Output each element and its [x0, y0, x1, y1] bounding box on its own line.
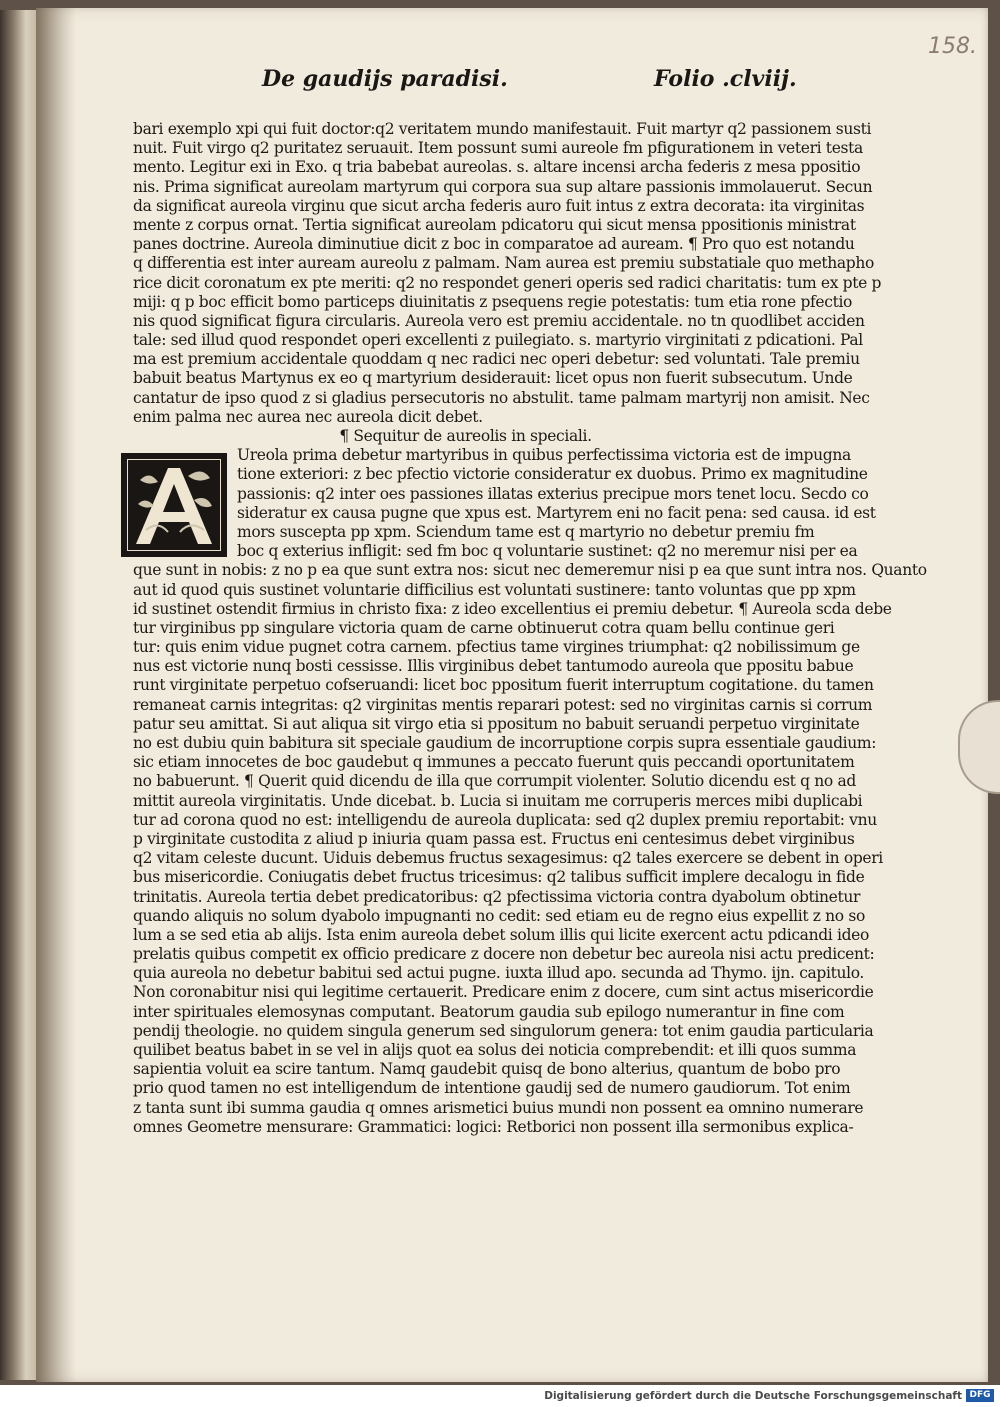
text-line: quando aliquis no solum dyabolo impugnanti no cedit: sed etiam eu de regno eius expellit z no so [133, 906, 865, 925]
initial-letter-a-icon [128, 460, 220, 550]
text-line: nis quod significat figura circularis. Aureola vero est premiu accidentale. no tn quodlibet acciden [133, 311, 865, 330]
text-line: remaneat carnis integritas: q2 virginitas mentis reparari potest: sed no virginitas carnis si corrum [133, 695, 873, 714]
text-line: ma est premium accidentale quoddam q nec radici nec operi debetur: sed voluntati. Tale premiu [133, 350, 860, 369]
text-line: boc q exterius infligit: sed fm boc q voluntarie sustinet: q2 no meremur nisi per ea [237, 542, 858, 561]
text-line: z tanta sunt ibi summa gaudia q omnes arismetici buius mundi non possent ea omnino numerare [133, 1098, 864, 1117]
main-text [133, 120, 927, 1137]
pencil-folio-number: 158. [928, 34, 977, 59]
text-line: sapientia voluit ea scire tantum. Namq gaudebit quisq de bono alterius, quantum de bobo pro [133, 1060, 841, 1079]
text-line: q differentia est inter auream aureolu z palmam. Nam aurea est premiu substatiale quo methapho [133, 254, 874, 273]
text-line: mors suscepta pp xpm. Sciendum tame est q martyrio no debetur premiu fm [237, 522, 815, 541]
text-line: prelatis quibus competit ex officio predicare z docere non debetur bec aureola nisi actu predicent: [133, 945, 875, 964]
text-line: patur seu amittat. Si aut aliqua sit virgo etia si ppositum no babuit seruandi perpetuo virginitate [133, 714, 860, 733]
text-line: aut id quod quis sustinet voluntarie difficilius est voluntati sustinere: tanto voluntas que pp xpm [133, 580, 856, 599]
text-line: babuit beatus Martynus ex eo q martyrium desiderauit: licet opus non fuerit subsecutum. Unde [133, 369, 853, 388]
text-line: omnes Geometre mensurare: Grammatici: logici: Retborici non possent illa sermonibus explica- [133, 1117, 854, 1136]
text-line: prio quod tamen no est intelligendum de intentione gaudij sed de numero gaudiorum. Tot enim [133, 1079, 851, 1098]
text-line: no babuerunt. ¶ Querit quid dicendu de illa que corrumpit violenter. Solutio dicendu est q no ad [133, 772, 856, 791]
text-line: sideratur ex causa pugne que xpus est. Martyrem eni no facit pena: sed causa. id est [237, 503, 876, 522]
text-section-top [133, 120, 882, 427]
text-line: quilibet beatus babet in se vel in alijs quot ea solus dei noticia comprebendit: et illi quos summa [133, 1041, 857, 1059]
text-line: que sunt in nobis: z no p ea que sunt extra nos: sicut nec demeremur nisi p ea que sunt intra nos. Quanto [133, 561, 927, 580]
text-section-bottom [133, 561, 927, 1137]
facing-page-edge [0, 10, 40, 1380]
footer-credit: Digitalisierung gefördert durch die Deutsche Forschungsgemeinschaft [544, 1390, 962, 1402]
text-line: pendij theologie. no quidem singula generum sed singulorum genera: tot enim gaudia particularia [133, 1021, 874, 1040]
text-line: no est dubiu quin babitura sit speciale gaudium de incorruptione corpis supra essentiale gaudium: [133, 734, 877, 752]
dfg-logo: DFG [966, 1389, 994, 1402]
text-line: tur ad corona quod no est: intelligendu de aureola duplicata: sed q2 duplex premiu reportabit: vnu [133, 810, 877, 829]
text-line: tale: sed illud quod respondet operi excellenti z puilegiato. s. martyrio virginitati z pdicationi. Pal [133, 331, 863, 350]
text-line: tur: quis enim vidue pugnet cotra carnem. pfectius tame virgines triumphat: q2 nobilissimum ge [133, 638, 860, 657]
text-line: quia aureola no debetur babitui sed actui pugne. iuxta illud apo. secunda ad Thymo. ijn. capitulo. [133, 964, 864, 983]
text-line: mente z corpus ornat. Tertia significat aureolam pdicatoru qui sicut mensa ppositionis ministrat [133, 215, 856, 234]
initial-frame [127, 459, 221, 551]
text-section-initial [133, 446, 876, 561]
text-line: sic etiam innocetes de boc gaudebut q immunes a peccato fuerunt quis peccandi oportunitatem [133, 753, 855, 772]
text-line: enim palma nec aurea nec aureola dicit debet. [133, 407, 483, 426]
text-line: Non coronabitur nisi qui legitime certauerit. Predicare enim z docere, cum sint actus misericordie [133, 983, 874, 1002]
text-line: tione exteriori: z bec pfectio victorie consideratur ex duobus. Primo ex magnitudine [237, 465, 868, 484]
decorated-initial-a [121, 453, 227, 557]
text-line: q2 vitam celeste ducunt. Uiduis debemus fructus sexagesimus: q2 tales exercere se debent in operi [133, 849, 883, 868]
folio-number: Folio .clviij. [654, 66, 797, 92]
text-line: nis. Prima significat aureolam martyrum qui corpora sua sup altare passionis immolauerut. Secun [133, 177, 873, 196]
text-line: lum a se sed etia ab alijs. Ista enim aureola debet solum illis qui licite exercent actu pdicandi ideo [133, 925, 869, 944]
text-line: mento. Legitur exi in Exo. q tria babebat aureolas. s. altare incensi archa federis z mesa ppositio [133, 158, 861, 177]
text-line: p virginitate custodita z aliud p iniuria quam passa est. Fructus eni centesimus debet virginibus [133, 829, 855, 848]
text-line: nus est victorie nunq bosti cessisse. Illis virginibus debet tantumodo aureola que ppositu babue [133, 657, 854, 676]
text-line: inter spirituales elemosynas computant. Beatorum gaudia sub epilogo numerantur in fine com [133, 1002, 845, 1021]
text-line: rice dicit coronatum ex pte meriti: q2 no respondet generi operis sed radici charitatis: tum ex pte p [133, 273, 882, 292]
text-line: miji: q p boc efficit bomo particeps diuinitatis z psequens regie potestatis: tum etia rone pfectio [133, 292, 853, 311]
text-line: runt virginitate perpetuo cofseruandi: licet boc ppositum fuerit interruptum cogitatione. du tamen [133, 676, 874, 695]
section-heading: ¶ Sequitur de aureolis in speciali. [339, 427, 592, 445]
text-line: mittit aureola virginitatis. Unde dicebat. b. Lucia si inuitam me corruperis merces mibi duplicabi [133, 791, 863, 810]
text-line: panes doctrine. Aureola diminutiue dicit z boc in comparatoe ad auream. ¶ Pro quo est notandu [133, 235, 855, 254]
text-line: bari exemplo xpi qui fuit doctor:q2 veritatem mundo manifestauit. Fuit martyr q2 passionem susti [133, 120, 872, 138]
text-line: Ureola prima debetur martyribus in quibus perfectissima victoria est de impugna [237, 446, 851, 465]
text-line: trinitatis. Aureola tertia debet predicatoribus: q2 pfectissima victoria contra dyabolum obtinetur [133, 887, 861, 906]
text-line: passionis: q2 inter oes passiones illatas exterius precipue mors tenet locu. Secdo co [237, 484, 869, 503]
text-line: cantatur de ipso quod z si gladius persecutoris no abstulit. tame palmam martyrij non amisit. Nec [133, 388, 870, 407]
text-line: id sustinet ostendit firmius in christo fixa: z ideo excellentius ei premiu debetur. ¶ Aureola scda debe [133, 599, 892, 618]
page-gutter-shadow [36, 8, 76, 1382]
text-line: bus misericordie. Coniugatis debet fructus tricesimus: q2 talibus sufficit implere decalogu in fide [133, 868, 865, 887]
running-head: De gaudijs paradisi. [262, 66, 508, 92]
text-line: tur virginibus pp singulare victoria quam de carne obtinuerut cotra quam bellu continue geri [133, 618, 835, 637]
text-line: nuit. Fuit virgo q2 puritatez seruauit. Item possunt sumi aureole fm pfigurationem in veteri testa [133, 139, 863, 158]
text-line: da significat aureola virginu que sicut archa federis auro fuit intus z extra decorata: ita virginitas [133, 196, 865, 215]
